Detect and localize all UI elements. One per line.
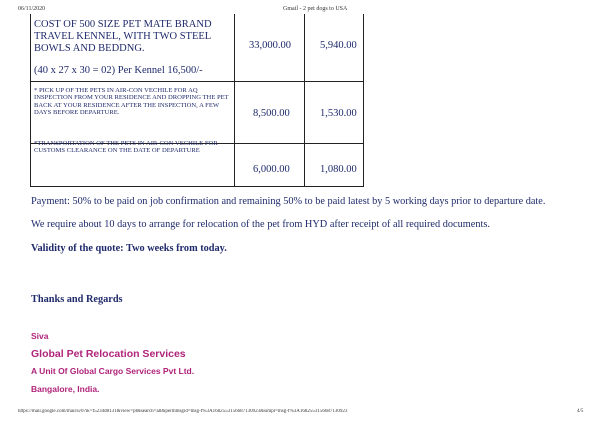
signature-unit: A Unit Of Global Cargo Services Pvt Ltd. xyxy=(31,366,195,376)
signature-location: Bangalore, India. xyxy=(31,384,100,394)
row-divider xyxy=(31,81,363,82)
row-tax: 1,530.00 xyxy=(320,108,357,119)
print-header-subject: Gmail - 2 pet dogs to USA xyxy=(283,6,348,12)
column-divider xyxy=(234,14,235,186)
print-header-date: 06/11/2020 xyxy=(18,6,46,12)
quote-validity: Validity of the quote: Two weeks from today. xyxy=(31,243,227,254)
lead-time-notice: We require about 10 days to arrange for relocation of the pet from HYD after receipt of all required documents. xyxy=(31,219,490,230)
print-footer-url: https://mail.google.com/mail/u/0?ik=f5234d8131&view=pt&search=all&permmsgid=msg-f%3A1682553156687130923&simpl=msg-f%3A1682553156687130923 xyxy=(18,409,348,414)
closing-line: Thanks and Regards xyxy=(31,294,123,305)
signature-company: Global Pet Relocation Services xyxy=(31,348,186,360)
row-tax: 1,080.00 xyxy=(320,164,357,175)
row-amount: 33,000.00 xyxy=(249,40,291,51)
row-amount: 8,500.00 xyxy=(253,108,290,119)
row-amount: 6,000.00 xyxy=(253,164,290,175)
payment-terms: Payment: 50% to be paid on job confirmation and remaining 50% to be paid latest by 5 working days prior to departure date. xyxy=(31,196,546,207)
row-description: *TRANSPORTATION OF THE PETS IN AIR-CON VECHILE FOR CUSTOMS CLEARANCE ON THE DATE OF DEPARTURE xyxy=(34,140,218,155)
row-tax: 5,940.00 xyxy=(320,40,357,51)
row-description: * PICK UP OF THE PETS IN AIR-CON VECHILE FOR AQ INSPECTION FROM YOUR RESIDENCE AND DROPPING THE PET BACK AT YOUR RESIDENCE AFTER THE INSPECTION, A FEW DAYS BEFORE DEPARTURE. xyxy=(34,87,229,117)
row-note: (40 x 27 x 30 = 02) Per Kennel 16,500/- xyxy=(34,65,203,76)
signature-name: Siva xyxy=(31,331,49,341)
column-divider xyxy=(304,14,305,186)
print-footer-page-number: 4/5 xyxy=(577,409,584,414)
row-description: COST OF 500 SIZE PET MATE BRAND TRAVEL KENNEL, WITH TWO STEEL BOWLS AND BEDDNG. xyxy=(34,19,212,54)
quote-table xyxy=(30,14,364,187)
